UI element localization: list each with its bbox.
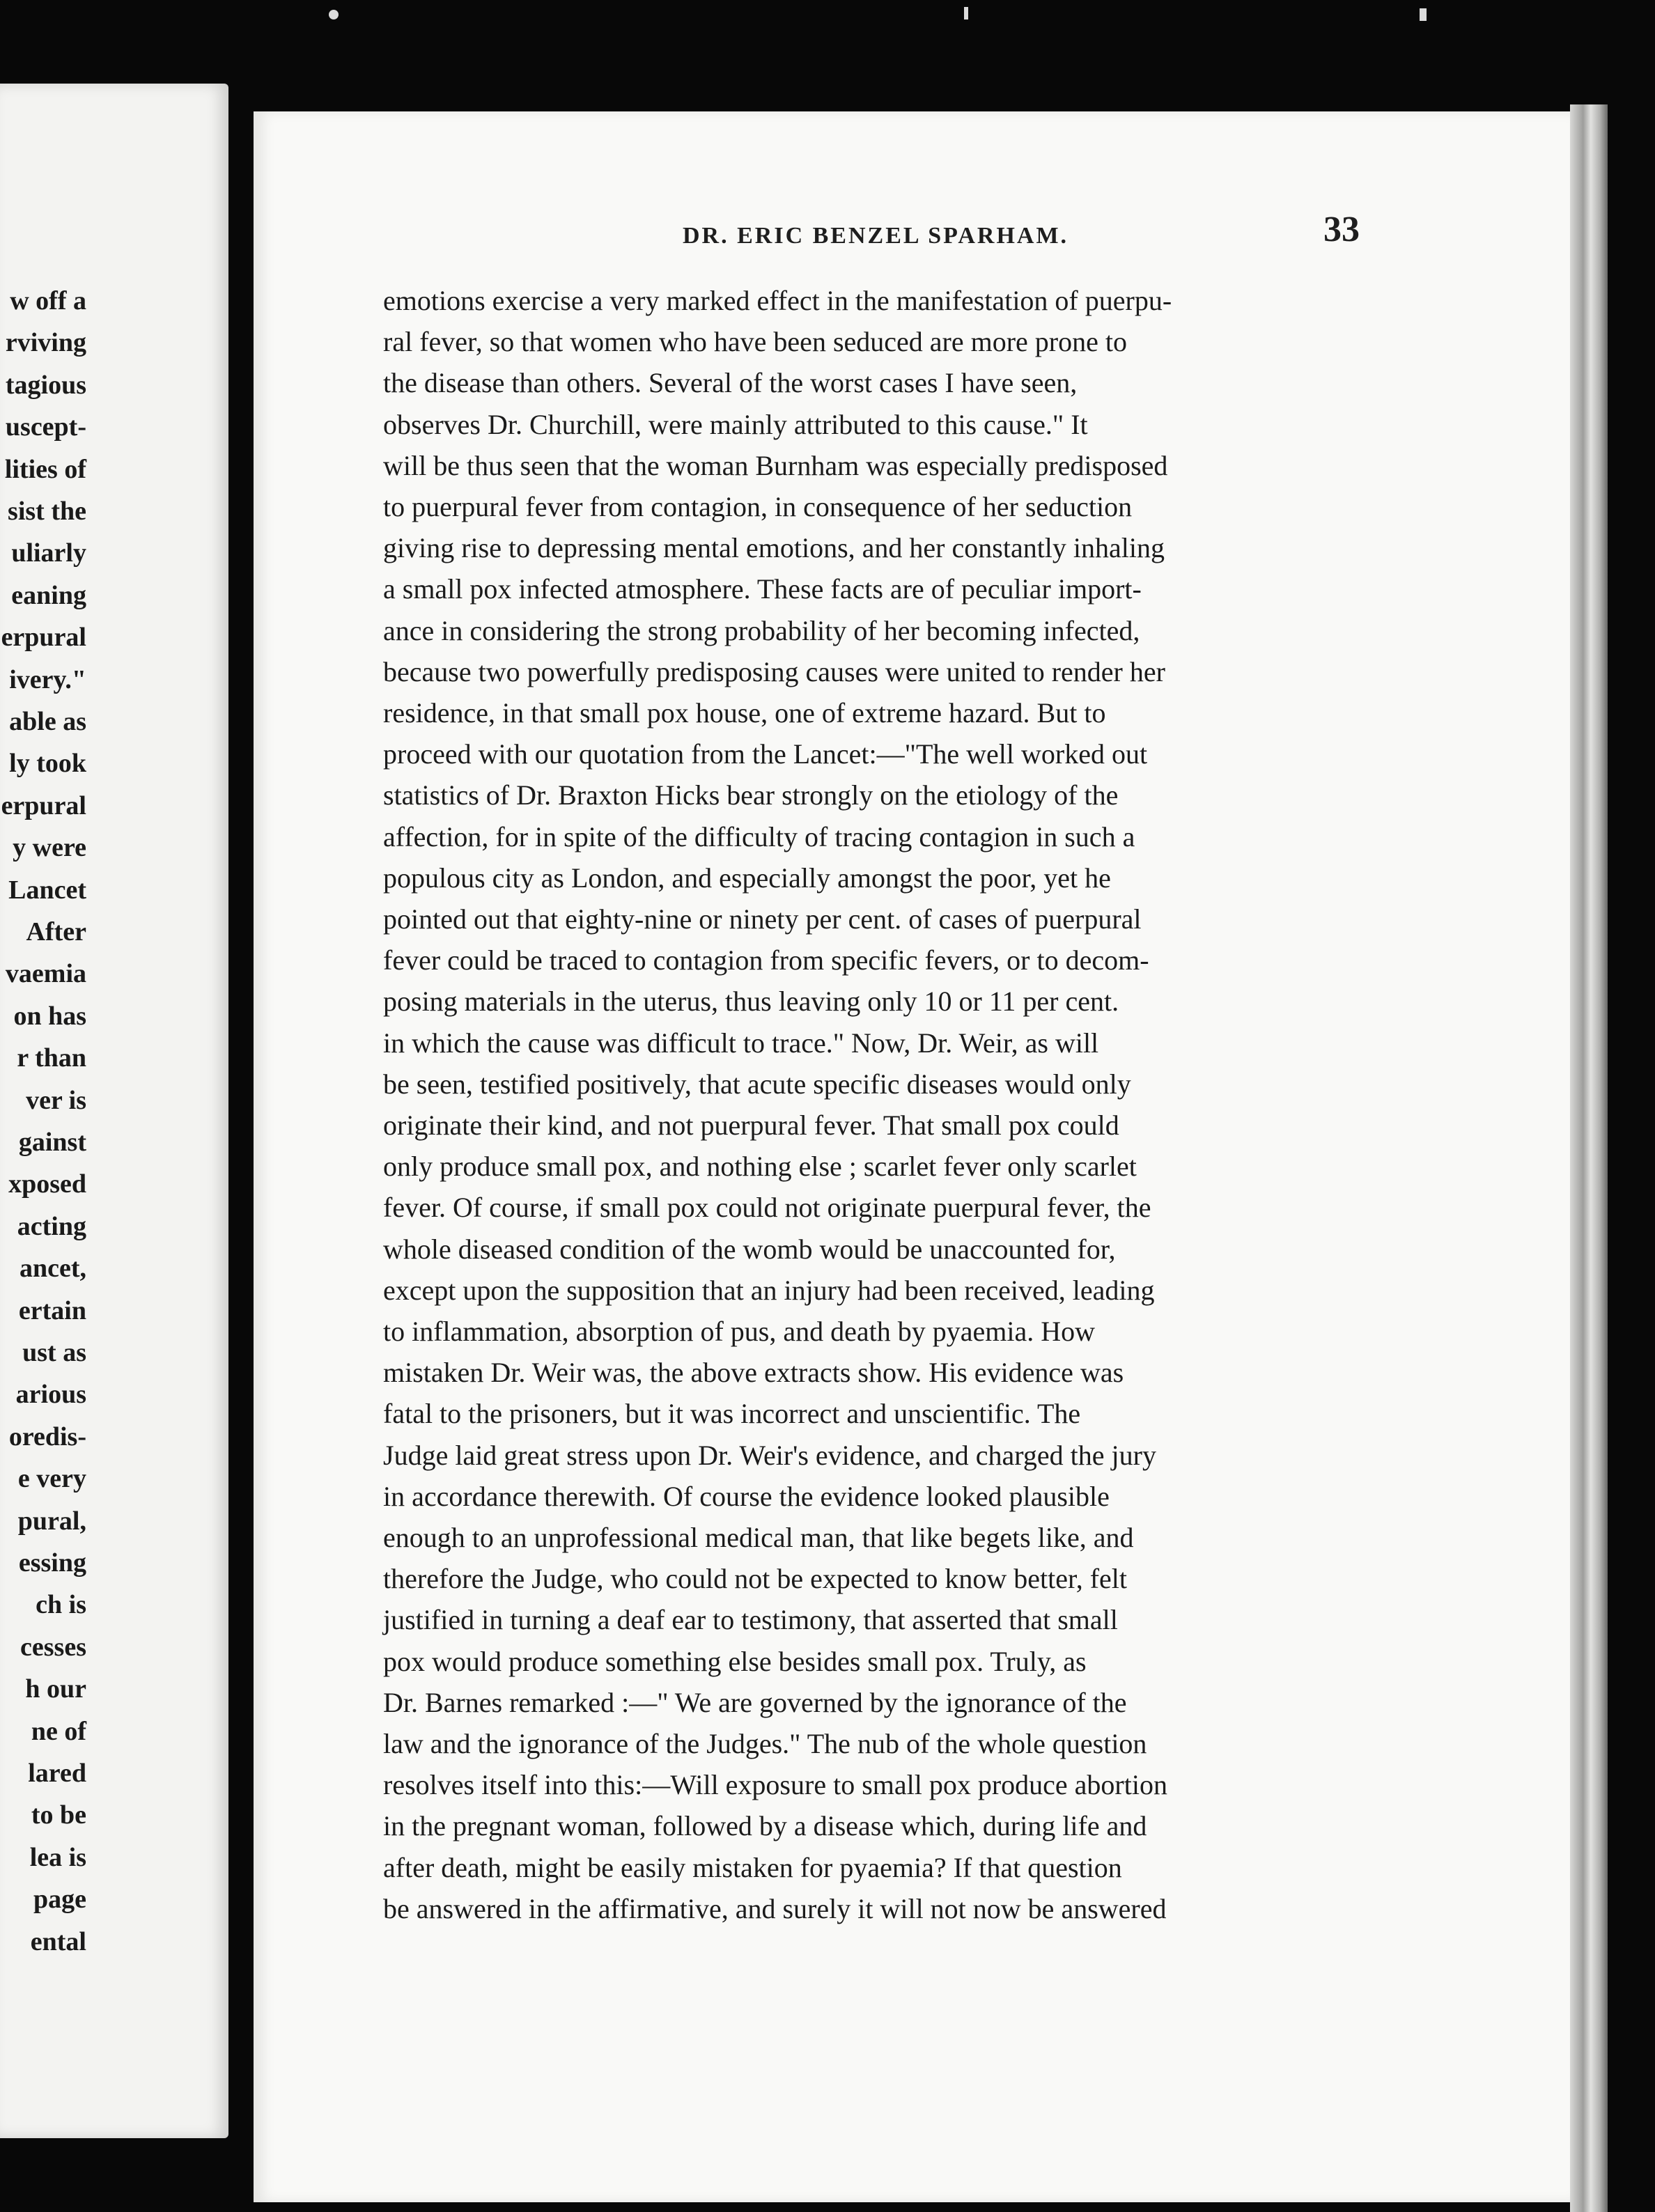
- left-page-fragment: gainst: [18, 1128, 86, 1157]
- left-page-fragment: acting: [17, 1211, 86, 1241]
- text-line: pointed out that eighty-nine or ninety per cent. of cases of puerpural: [383, 903, 1142, 935]
- left-page-fragment: uliarly: [11, 538, 86, 568]
- left-page-fragment: r than: [17, 1043, 86, 1073]
- text-line: fever. Of course, if small pox could not originate puerpural fever, the: [383, 1192, 1151, 1224]
- scan-speck: [329, 10, 339, 20]
- text-line: be answered in the affirmative, and surely it will not now be answered: [383, 1892, 1167, 1924]
- left-page-fragment: ancet,: [19, 1254, 86, 1284]
- left-page-fragment: on has: [13, 1001, 86, 1031]
- left-page-fragment: lea is: [29, 1842, 86, 1872]
- left-page-fragment: rviving: [5, 328, 86, 358]
- left-page-fragment: vaemia: [5, 959, 86, 989]
- left-page-fragment: xposed: [8, 1169, 86, 1199]
- left-page-fragment: w off a: [10, 286, 86, 316]
- left-page-fragment: uscept-: [5, 412, 86, 442]
- left-page-fragment: ch is: [36, 1590, 86, 1620]
- text-line: be seen, testified positively, that acute specific diseases would only: [383, 1068, 1131, 1100]
- text-line: except upon the supposition that an injury had been received, leading: [383, 1274, 1155, 1306]
- scan-speck: [964, 7, 968, 20]
- left-page-fragment: ver is: [26, 1085, 86, 1115]
- text-line: after death, might be easily mistaken for pyaemia? If that question: [383, 1851, 1122, 1883]
- scan-speck: [1420, 8, 1427, 21]
- text-line: Judge laid great stress upon Dr. Weir's evidence, and charged the jury: [383, 1439, 1156, 1471]
- left-page-fragment: cesses: [20, 1632, 86, 1662]
- text-line: affection, for in spite of the difficulty of tracing contagion in such a: [383, 820, 1135, 852]
- text-line: because two powerfully predisposing causes were united to render her: [383, 655, 1165, 687]
- left-page-fragment: erpural: [1, 790, 86, 820]
- left-page-fragment: oredis-: [8, 1422, 86, 1451]
- text-line: therefore the Judge, who could not be expected to know better, felt: [383, 1563, 1128, 1595]
- text-line: in the pregnant woman, followed by a disease which, during life and: [383, 1810, 1147, 1842]
- text-line: the disease than others. Several of the worst cases I have seen,: [383, 367, 1078, 399]
- left-page-fragment: erpural: [1, 623, 86, 653]
- text-line: fatal to the prisoners, but it was incorrect and unscientific. The: [383, 1398, 1081, 1430]
- text-line: proceed with our quotation from the Lancet:—"The well worked out: [383, 738, 1148, 770]
- left-page-fragment: y were: [13, 833, 86, 863]
- page-number: 33: [1323, 210, 1360, 249]
- text-line: ance in considering the strong probability of her becoming infected,: [383, 614, 1140, 646]
- running-head: DR. ERIC BENZEL SPARHAM.: [683, 223, 1069, 249]
- text-line: pox would produce something else besides small pox. Truly, as: [383, 1645, 1087, 1677]
- left-page-fragment: lities of: [4, 454, 86, 484]
- text-line: whole diseased condition of the womb would be unaccounted for,: [383, 1233, 1116, 1265]
- text-line: fever could be traced to contagion from specific fevers, or to decom-: [383, 944, 1149, 976]
- text-line: only produce small pox, and nothing else ; scarlet fever only scarlet: [383, 1151, 1137, 1183]
- page-edge: [1570, 104, 1608, 2212]
- text-line: Dr. Barnes remarked :—" We are governed by the ignorance of the: [383, 1686, 1127, 1718]
- text-line: to puerpural fever from contagion, in consequence of her seduction: [383, 491, 1133, 522]
- left-page-fragment: pural,: [17, 1506, 86, 1536]
- left-page-fragment: eaning: [11, 580, 86, 610]
- left-page-fragment: sist the: [8, 497, 86, 526]
- left-page-fragment: essing: [18, 1548, 86, 1578]
- left-page-fragment: ertain: [18, 1295, 86, 1325]
- text-line: justified in turning a deaf ear to testimony, that asserted that small: [383, 1604, 1118, 1636]
- left-page-fragment: After: [26, 917, 86, 947]
- left-page-fragment: e very: [17, 1464, 86, 1494]
- text-line: a small pox infected atmosphere. These facts are of peculiar import-: [383, 573, 1142, 605]
- text-line: statistics of Dr. Braxton Hicks bear strongly on the etiology of the: [383, 779, 1119, 811]
- left-page: [0, 84, 228, 2138]
- left-page-fragment: Lancet: [8, 875, 86, 905]
- text-line: resolves itself into this:—Will exposure to small pox produce abortion: [383, 1769, 1167, 1801]
- text-line: law and the ignorance of the Judges." The nub of the whole question: [383, 1728, 1147, 1759]
- left-page-fragment: ivery.": [9, 664, 86, 694]
- text-line: residence, in that small pox house, one of extreme hazard. But to: [383, 697, 1106, 729]
- text-line: will be thus seen that the woman Burnham was especially predisposed: [383, 449, 1168, 481]
- text-line: in which the cause was difficult to trace." Now, Dr. Weir, as will: [383, 1027, 1099, 1059]
- left-page-fragment: able as: [9, 707, 86, 736]
- text-line: giving rise to depressing mental emotions, and her constantly inhaling: [383, 532, 1165, 564]
- text-line: mistaken Dr. Weir was, the above extracts show. His evidence was: [383, 1357, 1124, 1389]
- text-line: in accordance therewith. Of course the evidence looked plausible: [383, 1480, 1110, 1512]
- left-page-fragment: ne of: [31, 1716, 86, 1746]
- left-page-fragment: lared: [28, 1759, 86, 1788]
- left-page-fragment: ly took: [9, 749, 86, 779]
- text-line: populous city as London, and especially amongst the poor, yet he: [383, 862, 1111, 894]
- text-line: posing materials in the uterus, thus leaving only 10 or 11 per cent.: [383, 986, 1119, 1018]
- text-line: ral fever, so that women who have been seduced are more prone to: [383, 326, 1127, 358]
- left-page-fragment: ust as: [22, 1338, 86, 1367]
- text-line: originate their kind, and not puerpural fever. That small pox could: [383, 1109, 1119, 1141]
- text-line: observes Dr. Churchill, were mainly attributed to this cause." It: [383, 408, 1088, 440]
- text-line: emotions exercise a very marked effect in the manifestation of puerpu-: [383, 285, 1172, 316]
- left-page-fragment: page: [33, 1885, 86, 1915]
- left-page-fragment: tagious: [5, 370, 86, 400]
- left-page-fragment: ental: [30, 1926, 86, 1956]
- text-line: enough to an unprofessional medical man, that like begets like, and: [383, 1522, 1134, 1553]
- left-page-fragment: to be: [31, 1800, 86, 1830]
- left-page-fragment: h our: [25, 1674, 86, 1704]
- left-page-fragment: arious: [15, 1380, 86, 1410]
- text-line: to inflammation, absorption of pus, and death by pyaemia. How: [383, 1316, 1096, 1347]
